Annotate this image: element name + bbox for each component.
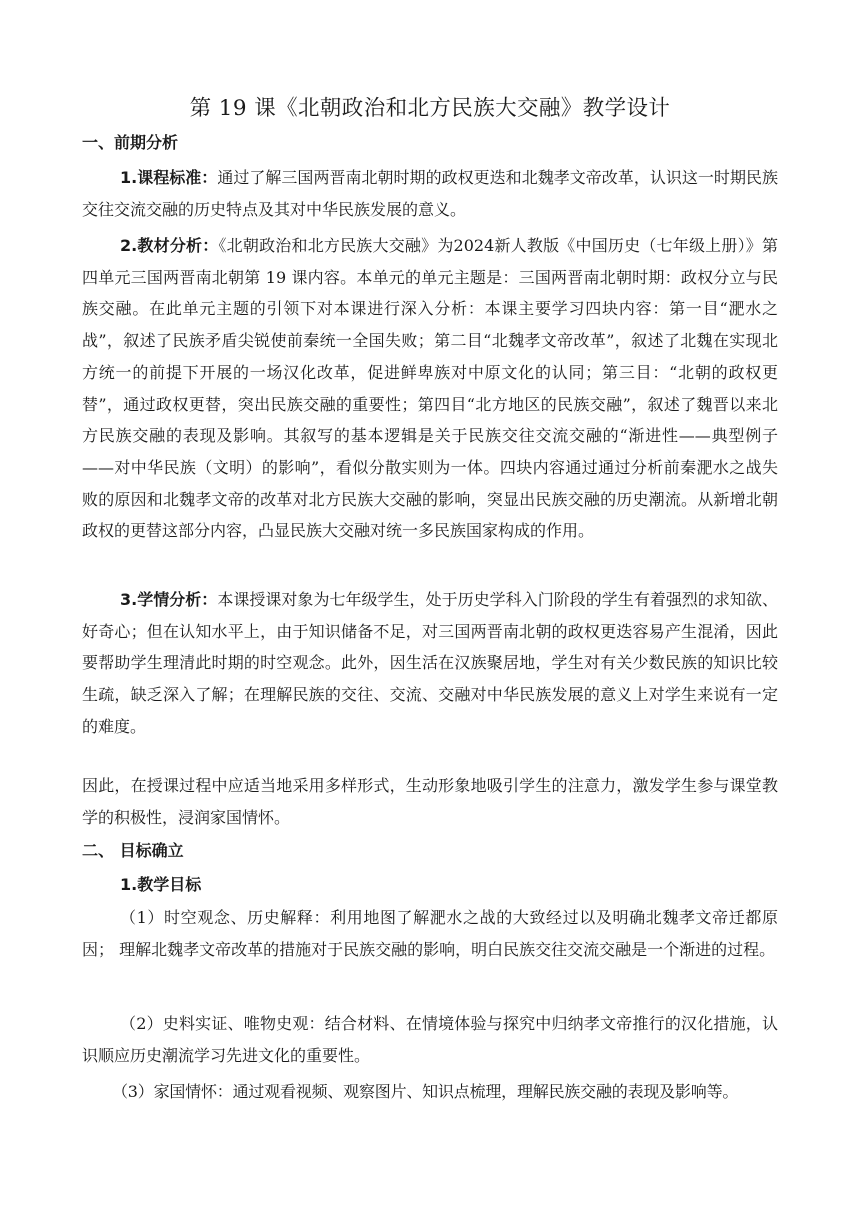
subheading-teaching-objectives: 1.教学目标 bbox=[120, 875, 202, 894]
objective-item-3: （3）家国情怀：通过观看视频、观察图片、知识点梳理，理解民族交融的表现及影响等。 bbox=[112, 1082, 739, 1101]
objective-item-2: （2）史料实证、唯物史观：结合材料、在情境体验与探究中归纳孝文帝推行的汉化措施，认识顺应历史潮流学习先进文化的重要性。 bbox=[82, 1014, 778, 1065]
paragraph-conclusion: 因此，在授课过程中应适当地采用多样形式，生动形象地吸引学生的注意力，激发学生参与课堂教学的积极性，浸润家国情怀。 bbox=[82, 776, 778, 827]
paragraph-textbook-analysis bbox=[82, 230, 778, 547]
paragraph-label: 3.学情分析： bbox=[120, 590, 218, 609]
paragraph-text: 通过了解三国两晋南北朝时期的政权更迭和北魏孝文帝改革，认识这一时期民族交往交流交融的历史特点及其对中华民族发展的意义。 bbox=[82, 168, 778, 219]
paragraph-learner-analysis bbox=[82, 584, 778, 743]
section-heading-preliminary-analysis: 一、前期分析 bbox=[82, 133, 179, 152]
section-heading-objectives: 二、 目标确立 bbox=[82, 841, 184, 860]
paragraph-label: 1.课程标准： bbox=[120, 168, 218, 187]
objective-item-1: （1）时空观念、历史解释：利用地图了解淝水之战的大致经过以及明确北魏孝文帝迁都原因； 理解北魏孝文帝改革的措施对于民族交融的影响，明白民族交往交流交融是一个渐进的过程。 bbox=[82, 908, 778, 959]
paragraph-text: 本课授课对象为七年级学生，处于历史学科入门阶段的学生有着强烈的求知欲、好奇心；但在认知水平上，由于知识储备不足，对三国两晋南北朝的政权更迭容易产生混淆，因此要帮助学生理清此时期的时空观念。此外，因生活在汉族聚居地，学生对有关少数民族的知识比较生疏，缺乏深入了解；在理解民族的交往、交流、交融对中华民族发展的意义上对学生来说有一定的难度。 bbox=[82, 590, 778, 736]
paragraph-text: 《北朝政治和北方民族大交融》为2024新人教版《中国历史（七年级上册）》第四单元三国两晋南北朝第 19 课内容。本单元的单元主题是：三国两晋南北朝时期：政权分立与民族交融。在此单元主题的引领下对本课进行深入分析：本课主要学习四块内容：第一目“淝水之战”，叙述了民族矛盾尖锐使前秦统一全国失败；第二目“北魏孝文帝改革”，叙述了北魏在实现北方统一的前提下开展的一场汉化改革，促进鲜卑族对中原文化的认同；第三目：“北朝的政权更替”，通过政权更替，突出民族交融的重要性；第四目“北方地区的民族交融”，叙述了魏晋以来北方民族交融的表现及影响。其叙写的基本逻辑是关于民族交往交流交融的“渐进性——典型例子——对中华民族（文明）的影响”，看似分散实则为一体。四块内容通过通过分析前秦淝水之战失败的原因和北魏孝文帝的改革对北方民族大交融的影响，突显出民族交融的历史潮流。从新增北朝政权的更替这部分内容，凸显民族大交融对统一多民族国家构成的作用。 bbox=[82, 236, 778, 541]
paragraph-label: 2.教材分析： bbox=[120, 236, 219, 255]
document-title: 第 19 课《北朝政治和北方民族大交融》教学设计 bbox=[189, 96, 671, 121]
paragraph-curriculum-standard bbox=[82, 162, 778, 225]
